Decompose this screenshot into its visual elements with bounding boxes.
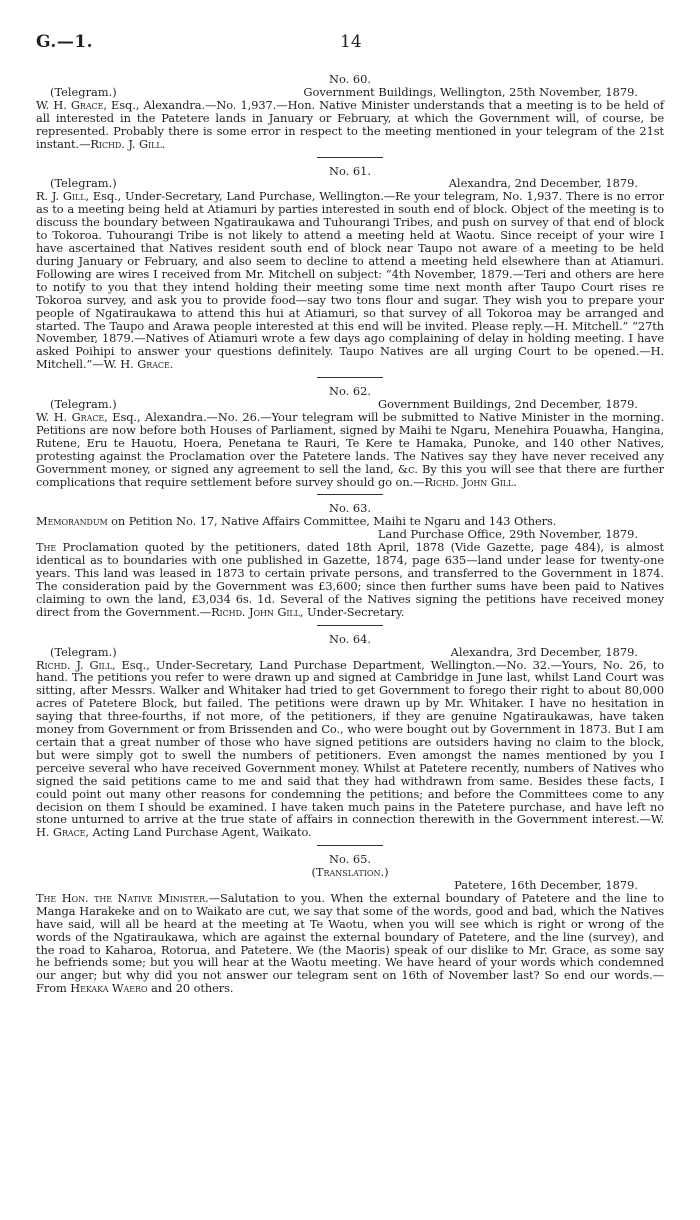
addressee: Richd. J. Gill — [36, 657, 113, 672]
place-date: Alexandra, 2nd December, 1879. — [448, 176, 638, 191]
dateline — [36, 177, 664, 190]
opening-word: The — [36, 540, 57, 555]
dateline — [36, 646, 664, 659]
item-number: No. 61. — [329, 163, 371, 178]
message-type: (Telegram.) — [50, 644, 117, 659]
item-text — [36, 541, 664, 618]
signature: Richd. John Gill — [424, 474, 514, 489]
signature: W. H. Grace — [36, 812, 664, 840]
body-text: , Esq., Alexandra.—No. 1,937.—Hon. Native Minister understands that a meeting is to be held of all interested in the Patetere lands in January or February, at which the Government will, of course, be represented. Probably there is some error in respect to the meeting mentioned in your telegram of the 21st instant.— — [36, 97, 664, 151]
item-63 — [36, 502, 664, 625]
body-text: , Esq., Alexandra.—No. 26.—Your telegram will be submitted to Native Minister in the morning. Petitions are now before both Houses of Parliament, signed by Maihi te Ngaru, Menehira Pouawha, Hangina, Rutene, Eru te Hauotu, Hoera, Penetana te Rauri, Te Kere te Hamaka, Punoke, and 140 other Natives, protesting against the Proclamation over the Patetere lands. The Natives say they have never received any Government money, or signed any agreement to sell the land, &c. By this you will see that there are further complications that require settlement before survey should go on.— — [36, 410, 664, 489]
closing-text: . — [161, 136, 166, 151]
memorandum-label: Memorandum — [36, 514, 108, 529]
item-number: No. 62. — [329, 384, 371, 399]
addressee: The Hon. the Native Minister — [36, 890, 206, 905]
item-61 — [36, 165, 664, 379]
item-text — [36, 99, 664, 151]
place-date: Alexandra, 3rd December, 1879. — [450, 644, 638, 659]
page-header — [36, 32, 668, 54]
place-date: Land Purchase Office, 29th November, 1879. — [377, 527, 638, 542]
closing-text: , Under-Secretary. — [299, 604, 405, 619]
body-text: .—Salutation to you. When the external boundary of Patetere and the line to Manga Harakeke and on to Waikato are cut, we say that some of the words, good and bad, which the Natives have said, will all be heard at the meeting at Te Waotu, when you will see which is right or wrong of the words of the Ngatiraukawa, which are against the external boundary of Patetere, and the line (survey), and the road to Kaharoa, Rotorua, and Patetere. We (the Maoris) speak of our dislike to Mr. Grace, as some say he befriends some; but you will hear at the Waotu meeting. We have heard of your words which condemned our anger; but why did you not answer our telegram sent on 16th of November last? So end our words.—From — [36, 890, 664, 996]
item-number: No. 60. — [329, 72, 371, 86]
document-body — [36, 73, 664, 995]
signature: Richd. John Gill — [211, 604, 300, 619]
divider — [317, 157, 383, 158]
addressee: R. J. Gill — [36, 189, 86, 204]
item-text — [36, 190, 664, 371]
body-text: Proclamation quoted by the petitioners, dated 18th April, 1878 (Vide Gazette, page 484), is almost identical as to boundaries with one published in Gazette, 1874, page 635—land under lease for twenty-one years. This land was leased in 1873 to certain private persons, and transferred to the Government in 1874. The consideration paid by the Government was £3,600; since then further sums have been paid to Natives claiming to own the land, £3,034 6s. 1d. Several of the Natives signing the petitions have received money direct from the Government.— — [36, 540, 664, 619]
message-type: (Telegram.) — [50, 397, 117, 412]
message-type: (Telegram.) — [50, 84, 117, 99]
divider — [317, 625, 383, 626]
closing-text: . — [513, 474, 517, 489]
item-62 — [36, 385, 664, 495]
memorandum-subject: on Petition No. 17, Native Affairs Committee, Maihi te Ngaru and 143 Others. — [107, 514, 557, 529]
signature: W. H. Grace — [103, 357, 170, 372]
item-text — [36, 659, 664, 840]
item-text — [36, 892, 664, 995]
signature: Richd. J. Gill — [90, 136, 162, 151]
dateline — [36, 398, 664, 411]
item-65 — [36, 853, 664, 995]
closing-text: , Acting Land Purchase Agent, Waikato. — [85, 825, 312, 840]
message-type: (Telegram.) — [50, 176, 117, 191]
page-number: 14 — [340, 32, 362, 52]
place-date: Government Buildings, 2nd December, 1879. — [378, 397, 638, 412]
divider — [317, 494, 383, 495]
addressee: W. H. Grace — [36, 410, 105, 425]
paper-reference: G.—1. — [36, 32, 94, 52]
item-60 — [36, 73, 664, 158]
divider — [317, 377, 383, 378]
item-number: No. 63. — [329, 501, 371, 516]
item-text — [36, 411, 664, 488]
divider — [317, 845, 383, 846]
signature: Hekaka Waero — [70, 981, 148, 996]
translation-label: (Translation.) — [311, 865, 389, 880]
item-number: No. 65. — [329, 852, 371, 867]
place-date: Patetere, 16th December, 1879. — [454, 878, 638, 893]
body-text: , Esq., Under-Secretary, Land Purchase, Wellington.—Re your telegram, No. 1,937. There is no error as to a meeting being held at Atiamuri by parties interested in south end of block. Object of the meeting is to discuss the boundary between Ngatiraukawa and Tuhourangi Tribes, and push on survey of that end of block to Tokoroa. Tuhourangi Tribe is not likely to attend a meeting held at Waotu. Since receipt of your wire I have ascertained that Natives resident south end of block near Taupo not aware of a meeting to be held during January or February, and also seem to decline to attend a meeting held elsewhere than at Atiamuri. Following are wires I received from Mr. Mitchell on subject: “4th November, 1879.—Teri and others are here to notify to you that they intend holding their meeting some time next month after Taupo Court rises re Tokoroa survey, and ask you to provide food—say two tons flour and sugar. They wish you to prepare your people of Ngatiraukawa to attend this hui at Atiamuri, so that survey of all Tokoroa may be arranged and started. The Taupo and Arawa people interested at this end will be invited. Please reply.—H. Mitchell.” “27th November, 1879.—Natives of Atiamuri wrote a few days ago complaining of delay in holding meeting. I have asked Poihipi to answer your questions definitely. Taupo Natives are all urging Court to be opened.—H. Mitchell.”— — [36, 189, 664, 372]
dateline — [36, 86, 664, 99]
place-date: Government Buildings, Wellington, 25th November, 1879. — [303, 84, 638, 99]
item-number: No. 64. — [329, 631, 371, 646]
addressee: W. H. Grace — [36, 97, 104, 112]
body-text: , Esq., Under-Secretary, Land Purchase Department, Wellington.—No. 32.—Yours, No. 26, to hand. The petitions you refer to were drawn up and signed at Cambridge in June last, whilst Land Court was sitting, after Messrs. Walker and Whitaker had tried to get Government to forego their right to about 80,000 acres of Patetere Block, but failed. The petitions were drawn up by Mr. Whitaker. I have no hesitation in saying that three-fourths, if not more, of the petitioners, if they are genuine Ngatiraukawas, have taken money from Government or from Brissenden and Co., who were bought out by Government in 1873. But I am certain that a great number of those who have signed petitions are outsiders having no claim to the block, but were simply got to swell the numbers of petitioners. Even amongst the names mentioned by you I perceive several who have received Government money. Whilst at Patetere recently, numbers of Natives who signed the said petitions came to me and said that they had withdrawn from same. Besides these facts, I could point out many other reasons for condemning the petitions; and before the Committees come to any decision on them I should be examined. I have taken much pains in the Patetere purchase, and have left no stone unturned to arrive at the true state of affairs in connection therewith in the Government interest.— — [36, 657, 664, 827]
closing-text: . — [169, 357, 174, 372]
closing-text: and 20 others. — [147, 981, 234, 996]
item-64 — [36, 633, 664, 847]
